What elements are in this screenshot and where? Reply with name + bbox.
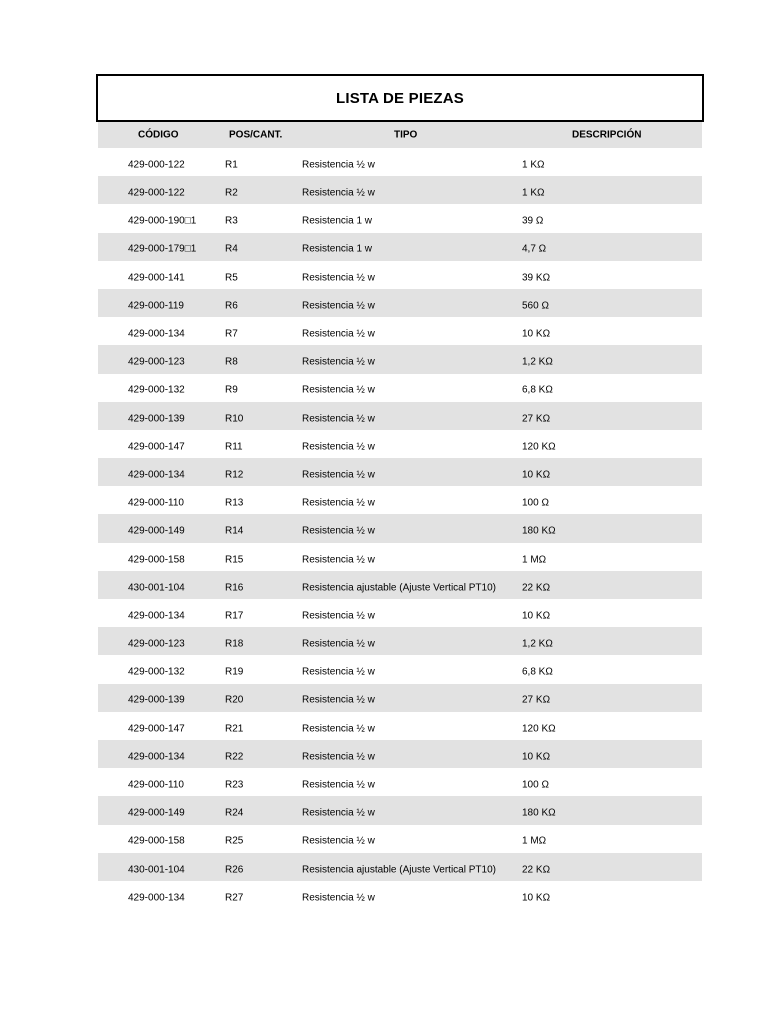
parts-table: [98, 122, 702, 909]
cell-pos: R20: [225, 694, 244, 706]
table-row: [98, 825, 702, 853]
cell-pos: R26: [225, 864, 244, 876]
cell-pos: R25: [225, 835, 244, 847]
cell-pos: R13: [225, 497, 244, 509]
cell-pos: R14: [225, 525, 244, 537]
header-pos-cant: POS/CANT.: [229, 129, 283, 141]
cell-codigo: 429-000-149: [128, 807, 185, 819]
cell-codigo: 429-000-123: [128, 638, 185, 650]
cell-codigo: 429-000-134: [128, 328, 185, 340]
page-title: LISTA DE PIEZAS: [96, 74, 704, 122]
cell-pos: R9: [225, 384, 238, 396]
cell-pos: R12: [225, 469, 244, 481]
table-row: [98, 458, 702, 486]
cell-codigo: 429-000-139: [128, 694, 185, 706]
cell-tipo: Resistencia ½ w: [302, 497, 375, 509]
cell-descripcion: 10 KΩ: [522, 328, 551, 340]
cell-tipo: Resistencia ½ w: [302, 694, 375, 706]
cell-pos: R1: [225, 159, 238, 171]
cell-codigo: 429-000-134: [128, 469, 185, 481]
cell-descripcion: 1 MΩ: [522, 835, 547, 847]
cell-descripcion: 39 KΩ: [522, 272, 551, 284]
cell-descripcion: 22 KΩ: [522, 864, 551, 876]
table-row: [98, 853, 702, 881]
cell-pos: R16: [225, 582, 244, 594]
cell-tipo: Resistencia ½ w: [302, 835, 375, 847]
cell-pos: R3: [225, 215, 238, 227]
cell-codigo: 429-000-110: [128, 779, 184, 791]
cell-tipo: Resistencia ½ w: [302, 723, 375, 735]
header-codigo: CÓDIGO: [138, 129, 179, 141]
cell-descripcion: 1 KΩ: [522, 187, 545, 199]
cell-tipo: Resistencia ½ w: [302, 666, 375, 678]
cell-pos: R7: [225, 328, 238, 340]
cell-codigo: 429-000-147: [128, 723, 185, 735]
table-row: [98, 289, 702, 317]
cell-tipo: Resistencia ajustable (Ajuste Vertical PT10): [302, 582, 496, 594]
cell-pos: R5: [225, 272, 238, 284]
table-row: [98, 543, 702, 571]
table-row: [98, 402, 702, 430]
cell-descripcion: 6,8 KΩ: [522, 384, 553, 396]
table-row: [98, 148, 702, 176]
cell-descripcion: 180 KΩ: [522, 525, 556, 537]
cell-descripcion: 180 KΩ: [522, 807, 556, 819]
cell-pos: R24: [225, 807, 244, 819]
cell-descripcion: 560 Ω: [522, 300, 549, 312]
cell-tipo: Resistencia 1 w: [302, 215, 373, 227]
header-descripcion: DESCRIPCIÓN: [572, 129, 642, 141]
table-row: [98, 176, 702, 204]
table-row: [98, 374, 702, 402]
cell-pos: R2: [225, 187, 238, 199]
cell-tipo: Resistencia ½ w: [302, 892, 375, 904]
cell-pos: R11: [225, 441, 243, 453]
cell-codigo: 430-001-104: [128, 864, 185, 876]
cell-tipo: Resistencia ½ w: [302, 638, 375, 650]
table-row: [98, 599, 702, 627]
cell-codigo: 429-000-119: [128, 300, 184, 312]
table-row: [98, 345, 702, 373]
cell-codigo: 429-000-122: [128, 187, 185, 199]
cell-descripcion: 10 KΩ: [522, 751, 551, 763]
table-row: [98, 430, 702, 458]
cell-tipo: Resistencia ½ w: [302, 441, 375, 453]
cell-descripcion: 22 KΩ: [522, 582, 551, 594]
table-row: [98, 317, 702, 345]
cell-codigo: 429-000-147: [128, 441, 185, 453]
cell-tipo: Resistencia ½ w: [302, 554, 375, 566]
table-row: [98, 684, 702, 712]
cell-codigo: 429-000-134: [128, 892, 185, 904]
cell-pos: R4: [225, 243, 238, 255]
table-body: [98, 148, 702, 909]
table-row: [98, 796, 702, 824]
table-row: [98, 712, 702, 740]
table-row: [98, 261, 702, 289]
table-row: [98, 768, 702, 796]
header-tipo: TIPO: [394, 129, 418, 141]
cell-descripcion: 120 KΩ: [522, 723, 556, 735]
cell-descripcion: 27 KΩ: [522, 413, 551, 425]
cell-tipo: Resistencia ½ w: [302, 610, 375, 622]
table-row: [98, 233, 702, 261]
cell-descripcion: 1 MΩ: [522, 554, 547, 566]
cell-tipo: Resistencia ½ w: [302, 807, 375, 819]
cell-tipo: Resistencia ½ w: [302, 159, 375, 171]
cell-pos: R8: [225, 356, 238, 368]
table-row: [98, 571, 702, 599]
cell-codigo: 429-000-110: [128, 497, 184, 509]
cell-codigo: 429-000-134: [128, 751, 185, 763]
cell-descripcion: 10 KΩ: [522, 469, 551, 481]
cell-codigo: 429-000-134: [128, 610, 185, 622]
cell-descripcion: 120 KΩ: [522, 441, 556, 453]
table-row: [98, 740, 702, 768]
cell-tipo: Resistencia ½ w: [302, 779, 375, 791]
cell-descripcion: 10 KΩ: [522, 892, 551, 904]
cell-tipo: Resistencia ½ w: [302, 300, 375, 312]
cell-codigo: 429-000-158: [128, 554, 185, 566]
table-row: [98, 204, 702, 232]
cell-tipo: Resistencia ½ w: [302, 356, 375, 368]
cell-tipo: Resistencia ½ w: [302, 413, 375, 425]
cell-codigo: 429-000-141: [128, 272, 185, 284]
cell-tipo: Resistencia ½ w: [302, 751, 375, 763]
cell-descripcion: 100 Ω: [522, 779, 549, 791]
table-row: [98, 627, 702, 655]
cell-pos: R10: [225, 413, 244, 425]
cell-descripcion: 100 Ω: [522, 497, 549, 509]
cell-pos: R23: [225, 779, 244, 791]
cell-descripcion: 39 Ω: [522, 215, 544, 227]
cell-codigo: 429-000-132: [128, 384, 185, 396]
cell-tipo: Resistencia ½ w: [302, 328, 375, 340]
cell-descripcion: 1,2 KΩ: [522, 638, 553, 650]
cell-codigo: 429-000-122: [128, 159, 185, 171]
cell-codigo: 429-000-139: [128, 413, 185, 425]
cell-pos: R22: [225, 751, 244, 763]
cell-codigo: 429-000-179□1: [128, 243, 197, 255]
cell-pos: R27: [225, 892, 244, 904]
cell-descripcion: 4,7 Ω: [522, 243, 547, 255]
cell-pos: R18: [225, 638, 244, 650]
cell-codigo: 429-000-158: [128, 835, 185, 847]
cell-descripcion: 6,8 KΩ: [522, 666, 553, 678]
table-row: [98, 881, 702, 909]
table-row: [98, 514, 702, 542]
table-row: [98, 486, 702, 514]
table-row: [98, 655, 702, 683]
cell-descripcion: 27 KΩ: [522, 694, 551, 706]
cell-codigo: 430-001-104: [128, 582, 185, 594]
cell-descripcion: 10 KΩ: [522, 610, 551, 622]
cell-tipo: Resistencia 1 w: [302, 243, 373, 255]
cell-tipo: Resistencia ½ w: [302, 187, 375, 199]
cell-codigo: 429-000-190□1: [128, 215, 197, 227]
cell-tipo: Resistencia ajustable (Ajuste Vertical PT10): [302, 864, 496, 876]
cell-pos: R15: [225, 554, 244, 566]
parts-list-page: [96, 74, 704, 909]
cell-codigo: 429-000-132: [128, 666, 185, 678]
cell-pos: R17: [225, 610, 244, 622]
table-header-row: [98, 122, 702, 148]
cell-tipo: Resistencia ½ w: [302, 525, 375, 537]
cell-descripcion: 1,2 KΩ: [522, 356, 553, 368]
cell-pos: R21: [225, 723, 244, 735]
cell-pos: R6: [225, 300, 238, 312]
cell-codigo: 429-000-123: [128, 356, 185, 368]
cell-tipo: Resistencia ½ w: [302, 272, 375, 284]
cell-codigo: 429-000-149: [128, 525, 185, 537]
cell-tipo: Resistencia ½ w: [302, 384, 375, 396]
cell-descripcion: 1 KΩ: [522, 159, 545, 171]
cell-tipo: Resistencia ½ w: [302, 469, 375, 481]
cell-pos: R19: [225, 666, 244, 678]
